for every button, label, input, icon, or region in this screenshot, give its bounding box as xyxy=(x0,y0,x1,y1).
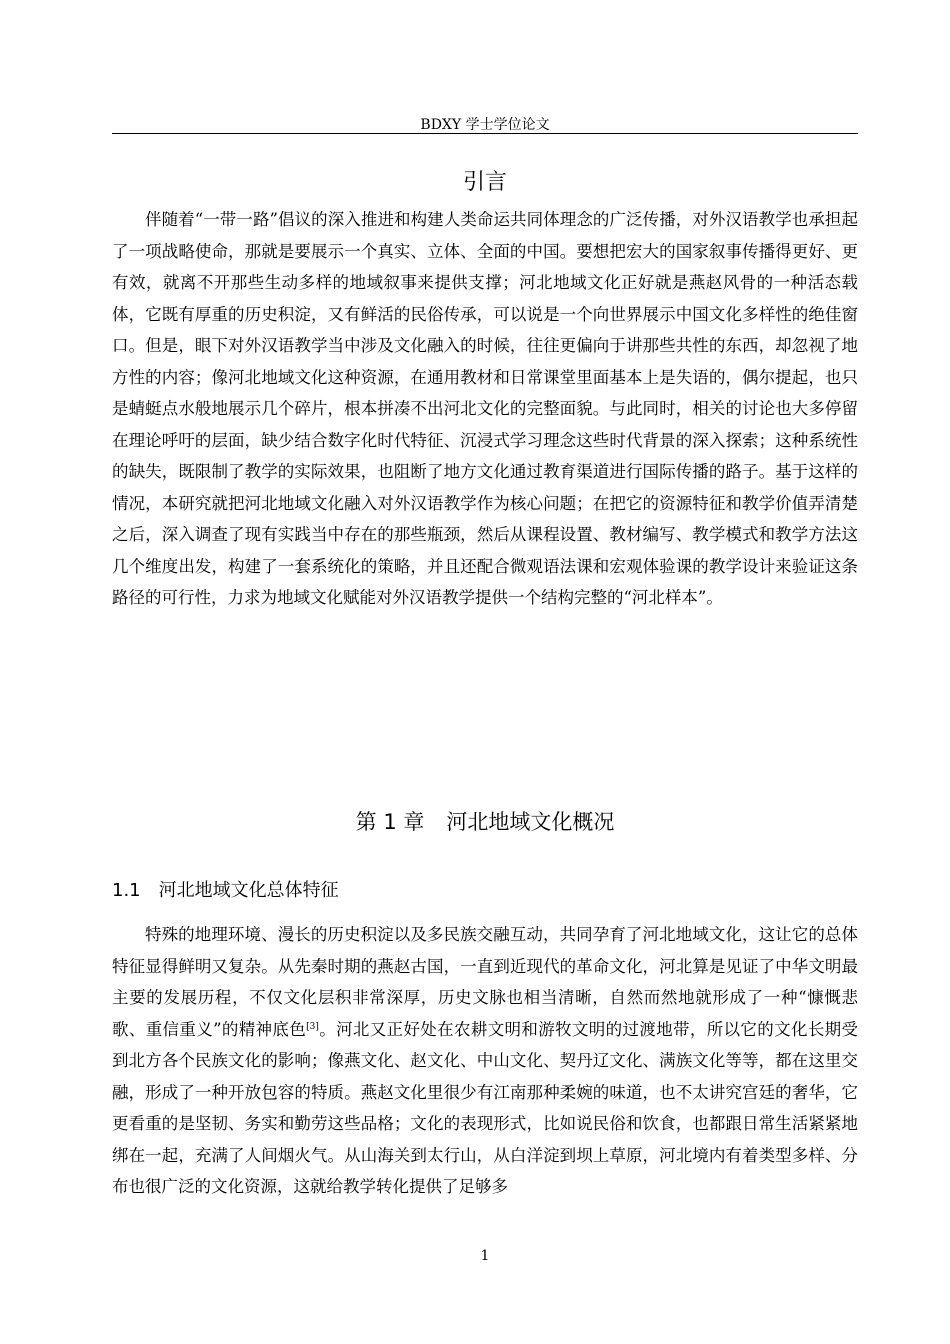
header-rule xyxy=(112,133,858,134)
page-number: 1 xyxy=(480,1248,490,1264)
chapter-title: 河北地域文化概况 xyxy=(446,810,615,834)
section-title: 河北地域文化总体特征 xyxy=(158,880,339,901)
chapter-number: 第 1 章 xyxy=(355,810,425,834)
intro-paragraph: 伴随着“一带一路”倡议的深入推进和构建人类命运共同体理念的广泛传播，对外汉语教学也承担起了一项战略使命，那就是要展示一个真实、立体、全面的中国。要想把宏大的国家叙事传播得更好、更有效，就离不开那些生动多样的地域叙事来提供支撑；河北地域文化正好就是燕赵风骨的一种活态载体，它既有厚重的历史积淀，又有鲜活的民俗传承，可以说是一个向世界展示中国文化多样性的绝佳窗口。但是，眼下对外汉语教学当中涉及文化融入的时候，往往更偏向于讲那些共性的东西，却忽视了地方性的内容；像河北地域文化这种资源，在通用教材和日常课堂里面基本上是失语的，偶尔提起，也只是蜻蜓点水般地展示几个碎片，根本拼凑不出河北文化的完整面貌。与此同时，相关的讨论也大多停留在理论呼吁的层面，缺少结合数字化时代特征、沉浸式学习理念这些时代背景的深入探索；这种系统性的缺失，既限制了教学的实际效果，也阻断了地方文化通过教育渠道进行国际传播的路子。基于这样的情况，本研究就把河北地域文化融入对外汉语教学作为核心问题；在把它的资源特征和教学价值弄清楚之后，深入调查了现有实践当中存在的那些瓶颈，然后从课程设置、教材编写、教学模式和教学方法这几个维度出发，构建了一套系统化的策略，并且还配合微观语法课和宏观体验课的教学设计来验证这条路径的可行性，力求为地域文化赋能对外汉语教学提供一个结构完整的“河北样本”。 xyxy=(112,210,858,607)
citation-ref[interactable]: [3] xyxy=(306,1021,319,1032)
chapter-heading xyxy=(112,807,858,837)
section-number: 1.1 xyxy=(112,880,141,901)
section-paragraph xyxy=(112,919,858,1203)
intro-heading: 引言 xyxy=(462,170,507,195)
section-heading xyxy=(112,878,858,904)
running-header: BDXY 学士学位论文 xyxy=(420,117,550,133)
section-paragraph-part1: 特殊的地理环境、漫长的历史积淀以及多民族交融互动，共同孕育了河北地域文化，这让它的总体特征显得鲜明又复杂。从先秦时期的燕赵古国，一直到近现代的革命文化，河北算是见证了中华文明最主要的发展历程，不仅文化层积非常深厚，历史文脉也相当清晰，自然而然地就形成了一种“慷慨悲歌、重信重义”的精神底色 xyxy=(112,925,858,1039)
section-paragraph-part2: 。河北又正好处在农耕文明和游牧文明的过渡地带，所以它的文化长期受到北方各个民族文化的影响；像燕文化、赵文化、中山文化、契丹辽文化、满族文化等等，都在这里交融，形成了一种开放包容的特质。燕赵文化里很少有江南那种柔婉的味道，也不太讲究宫廷的奢华，它更看重的是坚韧、务实和勤劳这些品格；文化的表现形式，比如说民俗和饮食，也都跟日常生活紧紧地绑在一起，充满了人间烟火气。从山海关到太行山，从白洋淀到坝上草原，河北境内有着类型多样、分布也很广泛的文化资源，这就给教学转化提供了足够多 xyxy=(112,1019,859,1196)
